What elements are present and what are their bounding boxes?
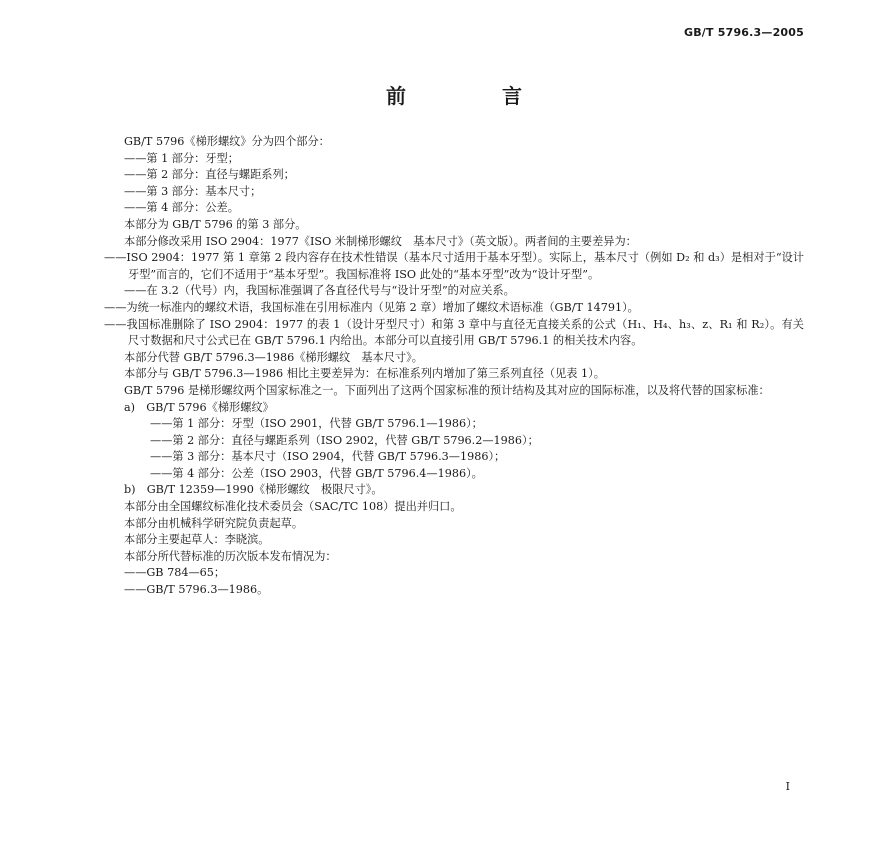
text-line-26: ——GB/T 5796.3—1986。 bbox=[124, 583, 269, 597]
foreword-body bbox=[104, 134, 804, 599]
text-line-9: ——在 3.2（代号）内，我国标准强调了各直径代号与“设计牙型”的对应关系。 bbox=[124, 284, 515, 298]
text-line-12: 本部分代替 GB/T 5796.3—1986《梯形螺纹 基本尺寸》。 bbox=[124, 350, 423, 364]
text-line-23: 本部分主要起草人：李晓滨。 bbox=[124, 533, 270, 547]
text-line-20: b) GB/T 12359—1990《梯形螺纹 极限尺寸》。 bbox=[124, 483, 383, 497]
text-line-3: ——第 2 部分：直径与螺距系列； bbox=[124, 168, 295, 182]
text-line-22: 本部分由机械科学研究院负责起草。 bbox=[124, 516, 304, 530]
text-line-2: ——第 1 部分：牙型； bbox=[124, 151, 239, 165]
standard-code: GB/T 5796.3—2005 bbox=[683, 26, 804, 39]
text-line-21: 本部分由全国螺纹标准化技术委员会（SAC/TC 108）提出并归口。 bbox=[124, 500, 462, 514]
text-line-4: ——第 3 部分：基本尺寸； bbox=[124, 184, 262, 198]
text-line-14: GB/T 5796 是梯形螺纹两个国家标准之一。下面列出了这两个国家标准的预计结构及其对应的国际标准，以及将代替的国家标准： bbox=[124, 383, 770, 397]
text-line-10: ——为统一标准内的螺纹术语，我国标准在引用标准内（见第 2 章）增加了螺纹术语标准（GB/T 14791）。 bbox=[104, 300, 639, 314]
text-line-13: 本部分与 GB/T 5796.3—1986 相比主要差异为：在标准系列内增加了第三系列直径（见表 1）。 bbox=[124, 367, 605, 381]
text-line-1: GB/T 5796《梯形螺纹》分为四个部分： bbox=[124, 135, 330, 148]
text-line-8: ——ISO 2904：1977 第 1 章第 2 段内容存在技术性错误（基本尺寸适用于基本牙型）。实际上，基本尺寸（例如 D₂ 和 d₃）是相对于“设计牙型”而言的，它们不适用于“基本牙型”。我国标准将 ISO 此处的“基本牙型”改为“设计牙型”。 bbox=[104, 251, 804, 281]
text-line-24: 本部分所代替标准的历次版本发布情况为： bbox=[124, 549, 337, 563]
text-line-19: ——第 4 部分：公差（ISO 2903，代替 GB/T 5796.4—1986）。 bbox=[150, 466, 483, 480]
text-line-11: ——我国标准删除了 ISO 2904：1977 的表 1（设计牙型尺寸）和第 3 章中与直径无直接关系的公式（H₁、H₄、h₃、z、R₁ 和 R₂）。有关尺寸数据和尺寸公式已在 GB/T 5796.1 内给出。本部分可以直接引用 GB/T 5796.1 的相关技术内容。 bbox=[104, 317, 804, 348]
text-line-6: 本部分为 GB/T 5796 的第 3 部分。 bbox=[124, 217, 307, 231]
text-line-16: ——第 1 部分：牙型（ISO 2901，代替 GB/T 5796.1—1986）； bbox=[150, 417, 483, 431]
text-line-5: ——第 4 部分：公差。 bbox=[124, 201, 239, 215]
page-number: I bbox=[785, 780, 790, 793]
page-title: 前 言 bbox=[386, 84, 560, 108]
text-line-17: ——第 2 部分：直径与螺距系列（ISO 2902，代替 GB/T 5796.2—1986）； bbox=[150, 433, 539, 447]
text-line-18: ——第 3 部分：基本尺寸（ISO 2904，代替 GB/T 5796.3—1986）； bbox=[150, 450, 506, 464]
text-line-15: a) GB/T 5796《梯形螺纹》 bbox=[124, 400, 274, 414]
text-line-25: ——GB 784—65； bbox=[124, 566, 226, 580]
text-line-7: 本部分修改采用 ISO 2904：1977《ISO 米制梯形螺纹 基本尺寸》（英文版）。两者间的主要差异为： bbox=[124, 234, 637, 248]
